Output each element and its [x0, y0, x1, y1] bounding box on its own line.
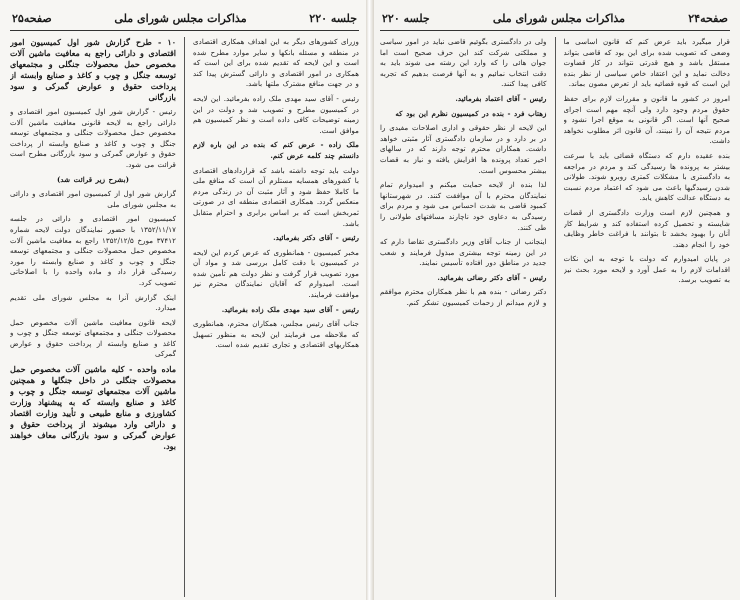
paragraph: ولی در دادگستری بگوئیم قاضی نباید در امور سیاسی و مملکتی شرکت کند این حرف صحیح است اما جوان هائی را که وارد این رشته می شوند باید به دقت انتخاب نمائیم و به آنها فرصت بدهیم که تجربه کافی پیدا کنند. [380, 37, 547, 89]
paragraph: امروز در کشور ما قانون و مقررات لازم برای حفظ حقوق مردم وجود دارد ولی آنچه مهم است اجرای صحیح آنها است. اگر قانونی به موقع اجرا نشود و مردم نتیجه آن را نبینند، آن قانون اثر مطلوب نخواهد داشت. [563, 93, 730, 146]
speaker-paragraph: رئیس - آقای دکتر رضائی بفرمائید. [437, 272, 547, 282]
right-page-number: صفحه۲۴ [688, 11, 728, 25]
left-session-number: جلسه ۲۲۰ [309, 11, 357, 25]
paragraph: و همچنین لازم است وزارت دادگستری از قضات شایسته و تحصیل کرده استفاده کند و شرایط کار آنان را بهبود بخشد تا بتوانند با فراغت خاطر وظایف خود را انجام دهند. [563, 207, 730, 249]
left-page-right-column [193, 37, 359, 597]
paragraph: گزارش شور اول از کمیسیون امور اقتصادی و دارائی به مجلس شورای ملی [10, 189, 176, 209]
right-page-header [380, 8, 730, 31]
paragraph: این لایحه از نظر حقوقی و اداری اصلاحات مفیدی را در بر دارد و در سازمان دادگستری آثار مثبتی خواهد داشت. همکاران محترم توجه دارند که در سالهای اخیر تعداد پرونده ها افزایش یافته و نیاز به قضات بیشتر محسوس است. [380, 123, 547, 175]
paragraph: لایحه قانون معافیت ماشین آلات مخصوص حمل محصولات جنگلی و مجتمعهای توسعه جنگل و چوب و کاغذ و صنایع وابسته از پرداخت حقوق و عوارض گمرکی [10, 317, 176, 359]
paragraph: (بشرح زیر قرائت شد) [56, 174, 129, 184]
left-page-columns [10, 37, 359, 597]
right-page-columns [380, 37, 730, 597]
paragraph: وزرای کشورهای دیگر به این اهداف همکاری اقتصادی در منطقه و مسئله بانکها و سایر موارد مطرح شده است و این لایحه که تقدیم شده برای این است که همکاری در امور اقتصادی و دارائی گسترش پیدا کند و در جهت منافع مشترک ملتها باشد. [193, 37, 359, 89]
right-page-right-column [564, 37, 731, 597]
speaker-paragraph: رئیس - آقای اعتماد بفرمائید. [455, 93, 547, 103]
right-page-left-column [380, 37, 547, 597]
book-gutter [366, 0, 374, 600]
speaker-paragraph: رئیس - آقای سید مهدی ملک زاده بفرمائید. [221, 304, 359, 314]
paragraph: دولت باید توجه داشته باشد که قراردادهای اقتصادی با کشورهای همسایه مستلزم آن است که منافع ملی ما کاملا حفظ شود و آثار مثبت آن در زندگی مردم منعکس گردد. همکاری اقتصادی منطقه ای در صورتی ثمربخش است که بر اساس برابری و احترام متقابل باشد. [193, 165, 359, 228]
paragraph: اینک گزارش آنرا به مجلس شورای ملی تقدیم میدارد. [10, 292, 176, 313]
paragraph: رئیس - گزارش شور اول کمیسیون امور اقتصادی و دارائی راجع به لایحه قانونی معافیت ماشین آلات مخصوص حمل محصولات جنگلی و مجتمعهای توسعه جنگل و چوب و کاغذ و صنایع وابسته از پرداخت حقوق و عوارض گمرکی و سود بازرگانی مطرح است قرائت می شود. [10, 107, 176, 169]
section-heading: ماده واحده - کلیه ماشین آلات مخصوص حمل محصولات جنگلی در داخل جنگلها و همچنین ماشین آلات مجتمعهای توسعه جنگل و چوب و کاغذ و صنایع وابسته که به پیشنهاد وزارت کشاورزی و منابع طبیعی و تأیید وزارت اقتصاد و دارائی وارد میشوند از پرداخت حقوق و عوارض گمرکی و سود بازرگانی معاف خواهند بود. [10, 364, 176, 452]
paragraph: مخبر کمیسیون - همانطوری که عرض کردم این لایحه در کمیسیون با دقت کامل بررسی شد و مواد آن مورد تصویب قرار گرفت و نظر دولت هم تأمین شده است. امیدوارم که آقایان نمایندگان محترم نیز موافقت فرمایند. [193, 247, 359, 300]
left-page-left-column [10, 37, 176, 597]
paragraph: لذا بنده از لایحه حمایت میکنم و امیدوارم تمام نمایندگان محترم با آن موافقت کنند. در شهرستانها کمبود قاضی به شدت احساس می شود و مردم برای رسیدگی به دعاوی خود ناچارند مسافتهای طولانی را طی کنند. [380, 180, 547, 232]
left-page-title: مذاکرات مجلس شورای ملی [114, 11, 247, 25]
speaker-paragraph: ملک زاده - عرض کنم که بنده در این باره لازم دانستم چند کلمه عرض کنم. [193, 140, 359, 160]
right-page-title: مذاکرات مجلس شورای ملی [492, 11, 626, 25]
speaker-paragraph: زهتاب فرد - بنده در کمیسیون نظرم این بود که [395, 108, 547, 118]
left-page-header [10, 8, 359, 31]
paragraph: در پایان امیدوارم که دولت با توجه به این نکات اقدامات لازم را به عمل آورد و لایحه مورد بحث نیز به تصویب برسد. [563, 254, 730, 285]
paragraph: بنده عقیده دارم که دستگاه قضائی باید با سرعت بیشتر به پرونده ها رسیدگی کند و مردم در مراجعه به دادگستری با مشکلات کمتری روبرو شوند. طولانی شدن رسیدگیها باعث می شود که اعتماد مردم نسبت به دستگاه عدالت کاهش یابد. [563, 150, 730, 203]
paragraph: قرار میگیرد باید عرض کنم که قانون اساسی ما وضعی که تصویب شده برای این بود که قاضی بتواند مستقل باشد و هیچ قدرتی نتواند در کار قضاوت دخالت نماید و این اعتقاد خاص سیاسی از نظر بنده این است که قوه قضائیه باید از تعرض مصون بماند. [563, 37, 730, 89]
paragraph: کمیسیون امور اقتصادی و دارائی در جلسه ۱۳۵۲/۱۱/۱۷ با حضور نمایندگان دولت لایحه شماره ۳۷۴۱۲ مورخ ۱۳۵۲/۱۲/۵ راجع به معافیت ماشین آلات مخصوص حمل محصولات جنگلی و مجتمعهای توسعه جنگل و چوب و کاغذ و صنایع وابسته را مورد رسیدگی قرار داد و ماده واحده را با اصلاحاتی تصویب کرد. [10, 214, 176, 287]
column-divider [555, 37, 556, 597]
paragraph: اینجانب از جناب آقای وزیر دادگستری تقاضا دارم که در این زمینه توجه بیشتری مبذول فرمایند و شعب جدید در مناطق دور افتاده تأسیس نمایند. [380, 237, 547, 268]
paragraph: دکتر رضائی - بنده هم با نظر همکاران محترم موافقم و لازم میدانم از زحمات کمیسیون تشکر کنم. [380, 287, 547, 308]
section-heading: ۱۰ - طرح گزارش شور اول کمیسیون امور اقتصادی و دارائی راجع به معافیت ماشین آلات مخصوص حمل محصولات جنگلی و مجتمعهای توسعه جنگل و چوب و کاغذ و صنایع وابسته از پرداخت حقوق و عوارض گمرکی و سود بازرگانی [10, 37, 176, 102]
paragraph: جناب آقای رئیس مجلس، همکاران محترم، همانطوری که ملاحظه می فرمایند این لایحه به منظور تسهیل همکاریهای اقتصادی و تجاری تقدیم شده است. [193, 319, 359, 350]
right-session-number: جلسه ۲۲۰ [382, 11, 430, 25]
speaker-paragraph: رئیس - آقای دکتر بفرمائید. [273, 233, 359, 243]
left-page-number: صفحه۲۵ [12, 11, 52, 25]
right-page [370, 0, 740, 600]
paragraph: رئیس - آقای سید مهدی ملک زاده بفرمائید. این لایحه در کمیسیون مطرح و تصویب شد و دولت در این زمینه توضیحات کافی داده است و نظر کمیسیون هم موافق است. [193, 93, 359, 135]
column-divider [184, 37, 185, 597]
